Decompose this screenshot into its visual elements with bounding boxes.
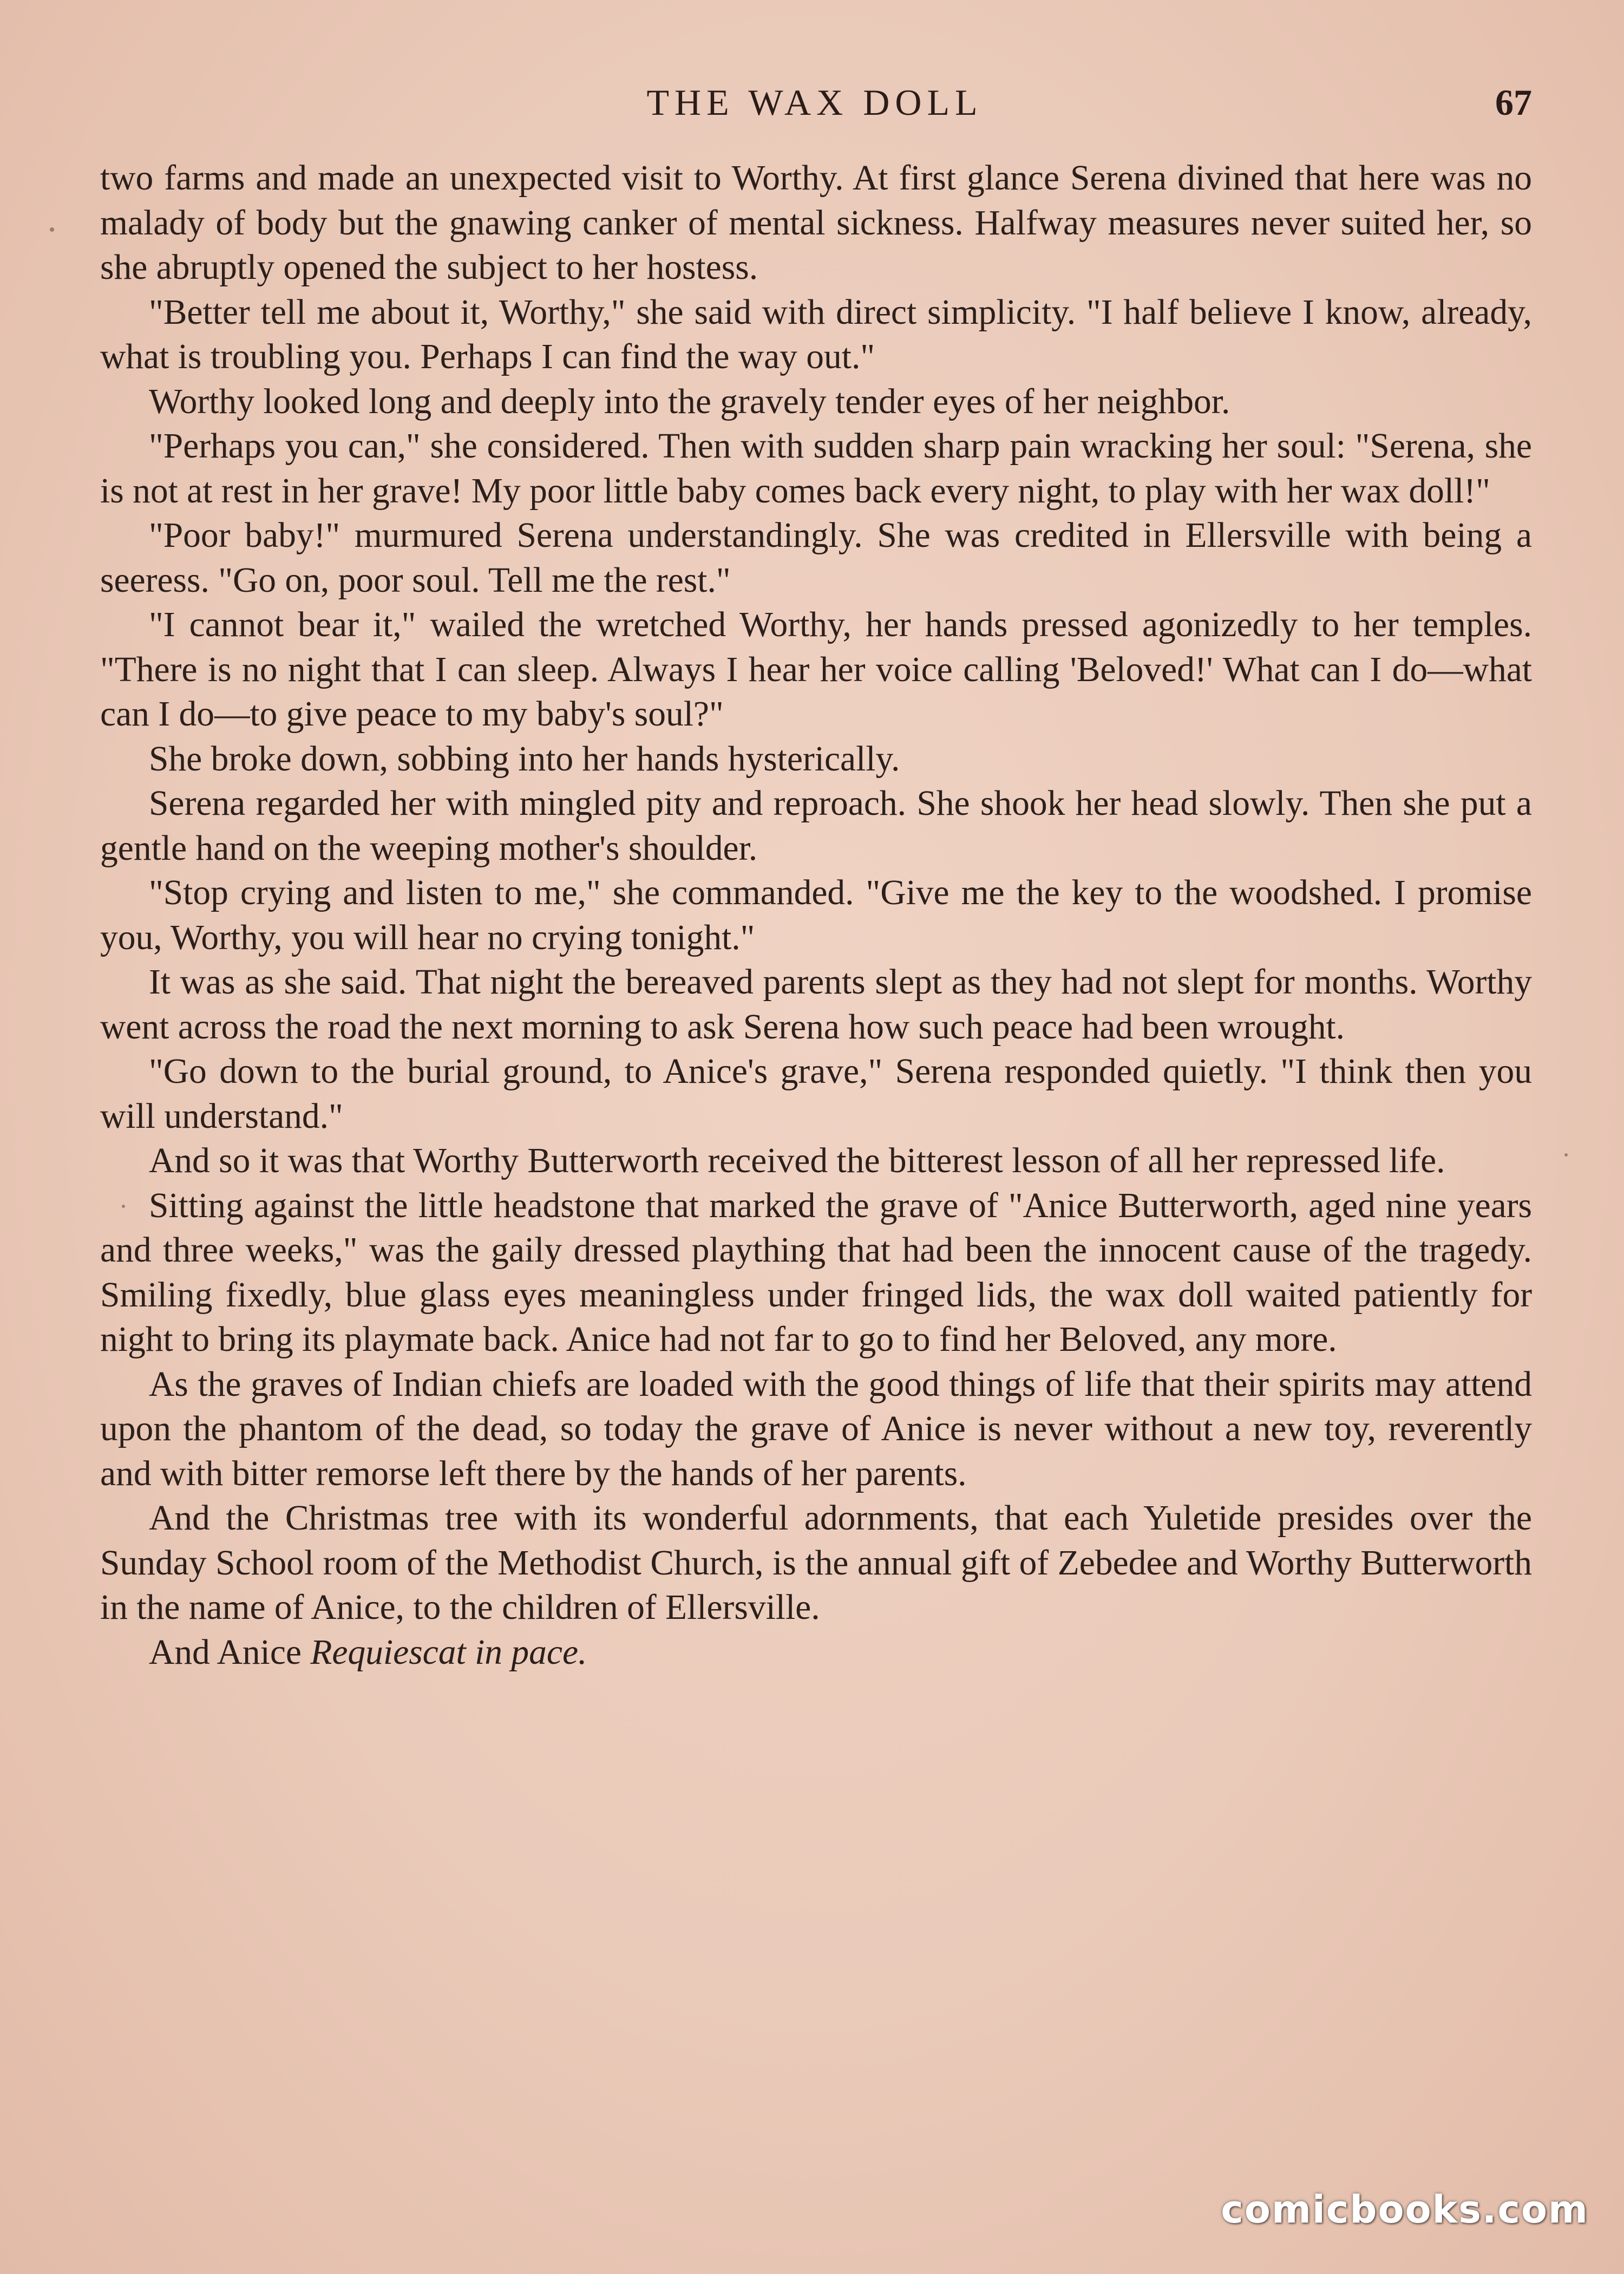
print-speck xyxy=(122,1205,125,1208)
paragraph: two farms and made an unexpected visit to Worthy. At first glance Serena divined that here was no malady of body but the gnawing canker of mental sickness. Halfway measures never suited her, so she abruptly opened the subject to her hostess. xyxy=(100,159,1532,287)
paragraph: It was as she said. That night the bereaved parents slept as they had not slept for months. Worthy went across the road the next morning to ask Serena how such peace had been wrought. xyxy=(100,963,1532,1047)
paragraph: And so it was that Worthy Butterworth received the bitterest lesson of all her repressed life. xyxy=(149,1141,1445,1180)
paragraph: As the graves of Indian chiefs are loaded with the good things of life that their spirits may attend upon the phantom of the dead, so today the grave of Anice is never without a new toy, reverently and with bitter remorse left there by the hands of her parents. xyxy=(100,1364,1532,1493)
paragraph: And the Christmas tree with its wonderful adornments, that each Yuletide presides over the Sunday School room of the Methodist Church, is the annual gift of Zebedee and Worthy Butterworth in the name of Anice, to the children of Ellersville. xyxy=(100,1499,1532,1627)
paragraph: "Better tell me about it, Worthy," she said with direct simplicity. "I half believe I know, already, what is troubling you. Perhaps I can find the way out." xyxy=(100,292,1532,376)
paragraph: "Poor baby!" murmured Serena understandingly. She was credited in Ellersville with being a seeress. "Go on, poor soul. Tell me the rest." xyxy=(100,516,1532,600)
print-speck xyxy=(1564,1153,1568,1156)
print-speck xyxy=(50,227,54,232)
paragraph: "Stop crying and listen to me," she commanded. "Give me the key to the woodshed. I promise you, Worthy, you will hear no crying tonight." xyxy=(100,873,1532,957)
page-number: 67 xyxy=(1495,82,1532,123)
closing-line xyxy=(100,1630,1532,1675)
paragraph: "Perhaps you can," she considered. Then with sudden sharp pain wracking her soul: "Serena, she is not at rest in her grave! My poor little baby comes back every night, to play with her wax doll!" xyxy=(100,427,1532,511)
page-header xyxy=(97,81,1532,135)
paragraph: Sitting against the little headstone that marked the grave of "Anice Butterworth, aged nine years and three weeks," was the gaily dressed plaything that had been the innocent cause of the tragedy. Smiling fixedly, blue glass eyes meaningless under fringed lids, the wax doll waited patiently for night to bring its playmate back. Anice had not far to go to find her Beloved, any more. xyxy=(100,1186,1532,1359)
closing-lead: And Anice xyxy=(149,1632,311,1672)
paragraph: "Go down to the burial ground, to Anice's grave," Serena responded quietly. "I think then you will understand." xyxy=(100,1052,1532,1136)
watermark: comicbooks.com xyxy=(1221,2187,1589,2232)
story-text xyxy=(100,156,1532,1675)
closing-italic: Requiescat in pace. xyxy=(310,1632,587,1672)
paragraph: Serena regarded her with mingled pity and reproach. She shook her head slowly. Then she put a gentle hand on the weeping mother's shoulder. xyxy=(100,784,1532,868)
paragraph: She broke down, sobbing into her hands hysterically. xyxy=(149,739,900,779)
running-title: THE WAX DOLL xyxy=(646,82,983,123)
paragraph: Worthy looked long and deeply into the gravely tender eyes of her neighbor. xyxy=(149,382,1230,421)
paragraph: "I cannot bear it," wailed the wretched Worthy, her hands pressed agonizedly to her temples. "There is no night that I can sleep. Always I hear her voice calling 'Beloved!' What can I do—what can I do—to give peace to my baby's soul?" xyxy=(100,605,1532,734)
